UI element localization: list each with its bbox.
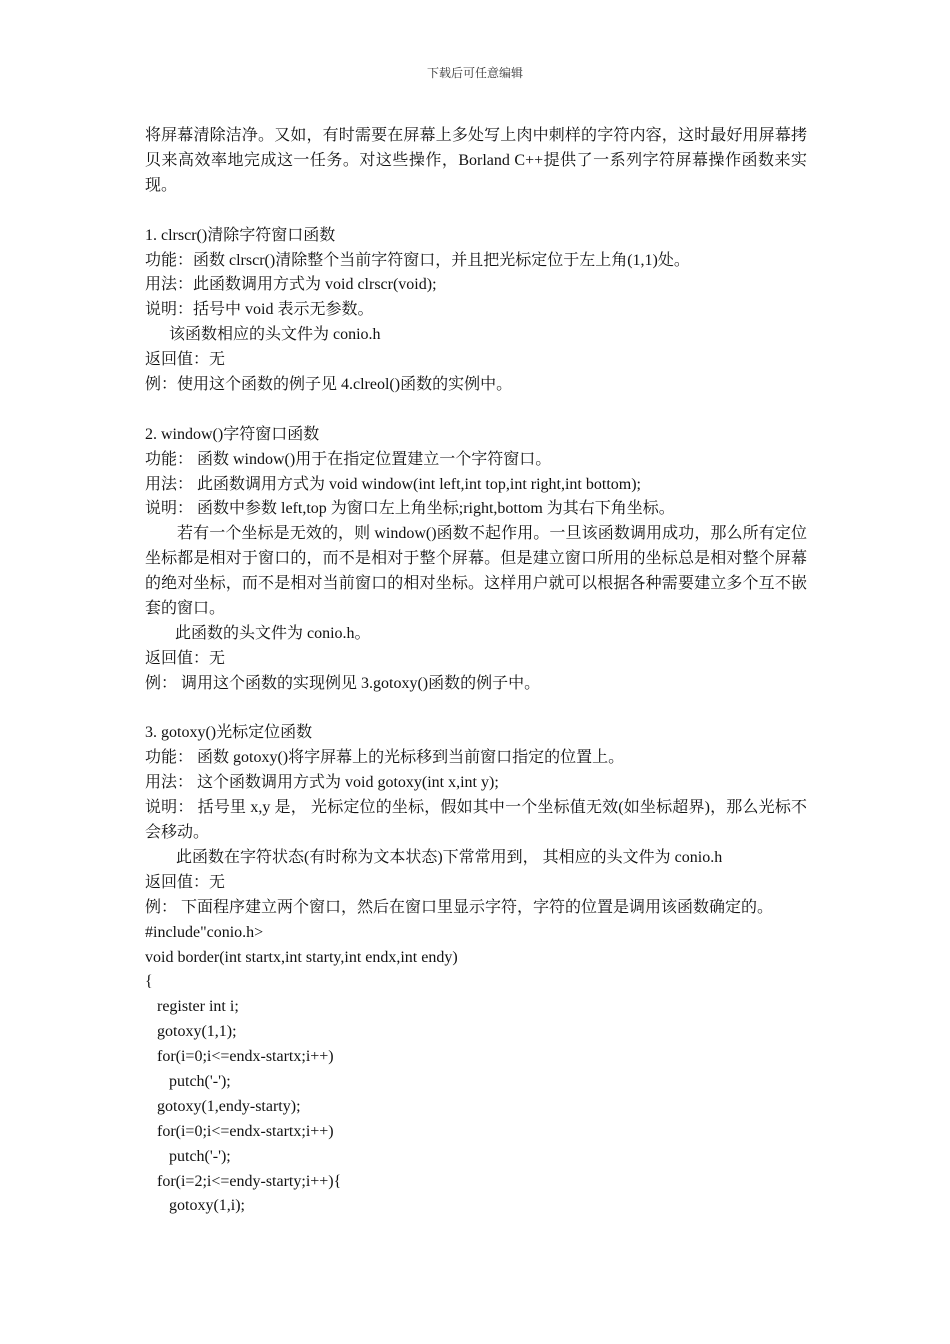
code-line: for(i=0;i<=endx-startx;i++) <box>157 1122 334 1140</box>
section-3-example: 例： 下面程序建立两个窗口，然后在窗口里显示字符，字符的位置是调用该函数确定的。 <box>145 898 774 916</box>
section-2-note: 若有一个坐标是无效的，则 window()函数不起作用。一旦该函数调用成功，那么所有定位坐标都是相对于窗口的，而不是相对于整个屏幕。但是建立窗口所用的坐标总是相对整个屏幕的绝对坐标，而不是相对当前窗口的相对坐标。这样用户就可以根据各种需要建立多个互不嵌套的窗口。 <box>145 525 807 618</box>
code-line: for(i=2;i<=endy-starty;i++){ <box>157 1172 342 1190</box>
spacer <box>145 697 807 722</box>
section-1-example: 例：使用这个函数的例子见 4.clreol()函数的实例中。 <box>145 375 513 393</box>
code-line: { <box>145 973 153 991</box>
section-2-example: 例： 调用这个函数的实现例见 3.gotoxy()函数的例子中。 <box>145 674 541 692</box>
code-line: gotoxy(1,1); <box>157 1023 237 1041</box>
section-2-header-file: 此函数的头文件为 conio.h。 <box>175 624 371 642</box>
code-line: #include"conio.h> <box>145 923 264 941</box>
section-1-title: 1. clrscr()清除字符窗口函数 <box>145 226 336 244</box>
section-1-function: 功能：函数 clrscr()清除整个当前字符窗口，并且把光标定位于左上角(1,1)处。 <box>145 251 690 269</box>
code-line: register int i; <box>157 998 239 1016</box>
section-2-description: 说明： 函数中参数 left,top 为窗口左上角坐标;right,bottom 为其右下角坐标。 <box>145 500 675 518</box>
section-3-description: 说明： 括号里 x,y 是， 光标定位的坐标，假如其中一个坐标值无效(如坐标超界)，那么光标不会移动。 <box>145 799 807 842</box>
code-line: putch('-'); <box>169 1147 231 1165</box>
section-3-title: 3. gotoxy()光标定位函数 <box>145 724 313 742</box>
code-line: for(i=0;i<=endx-startx;i++) <box>157 1048 334 1066</box>
section-2-usage: 用法： 此函数调用方式为 void window(int left,int top,int right,int bottom); <box>145 475 641 493</box>
section-3-header-file: 此函数在字符状态(有时称为文本状态)下常常用到， 其相应的头文件为 conio.h <box>176 848 723 866</box>
document-body <box>145 124 807 1219</box>
code-line: gotoxy(1,i); <box>169 1197 245 1215</box>
page-header: 下载后可任意编辑 <box>426 66 523 80</box>
section-2-title: 2. window()字符窗口函数 <box>145 425 320 443</box>
spacer <box>145 199 807 224</box>
section-1-usage: 用法：此函数调用方式为 void clrscr(void); <box>145 276 437 294</box>
section-1-header-file: 该函数相应的头文件为 conio.h <box>169 326 381 344</box>
section-1-return: 返回值：无 <box>145 351 226 369</box>
section-3-usage: 用法： 这个函数调用方式为 void gotoxy(int x,int y); <box>145 774 499 792</box>
code-line: putch('-'); <box>169 1072 231 1090</box>
spacer <box>145 398 807 423</box>
code-line: void border(int startx,int starty,int endx,int endy) <box>145 948 458 966</box>
section-2-function: 功能： 函数 window()用于在指定位置建立一个字符窗口。 <box>145 450 552 468</box>
intro-paragraph: 将屏幕清除洁净。又如，有时需要在屏幕上多处写上肉中刺样的字符内容，这时最好用屏幕拷贝来高效率地完成这一任务。对这些操作，Borland C++提供了一系列字符屏幕操作函数来实现。 <box>145 127 807 194</box>
section-3-function: 功能： 函数 gotoxy()将字屏幕上的光标移到当前窗口指定的位置上。 <box>145 749 625 767</box>
code-line: gotoxy(1,endy-starty); <box>157 1097 301 1115</box>
section-2-return: 返回值：无 <box>145 649 226 667</box>
section-1-description: 说明：括号中 void 表示无参数。 <box>145 301 374 319</box>
section-3-return: 返回值：无 <box>145 873 226 891</box>
